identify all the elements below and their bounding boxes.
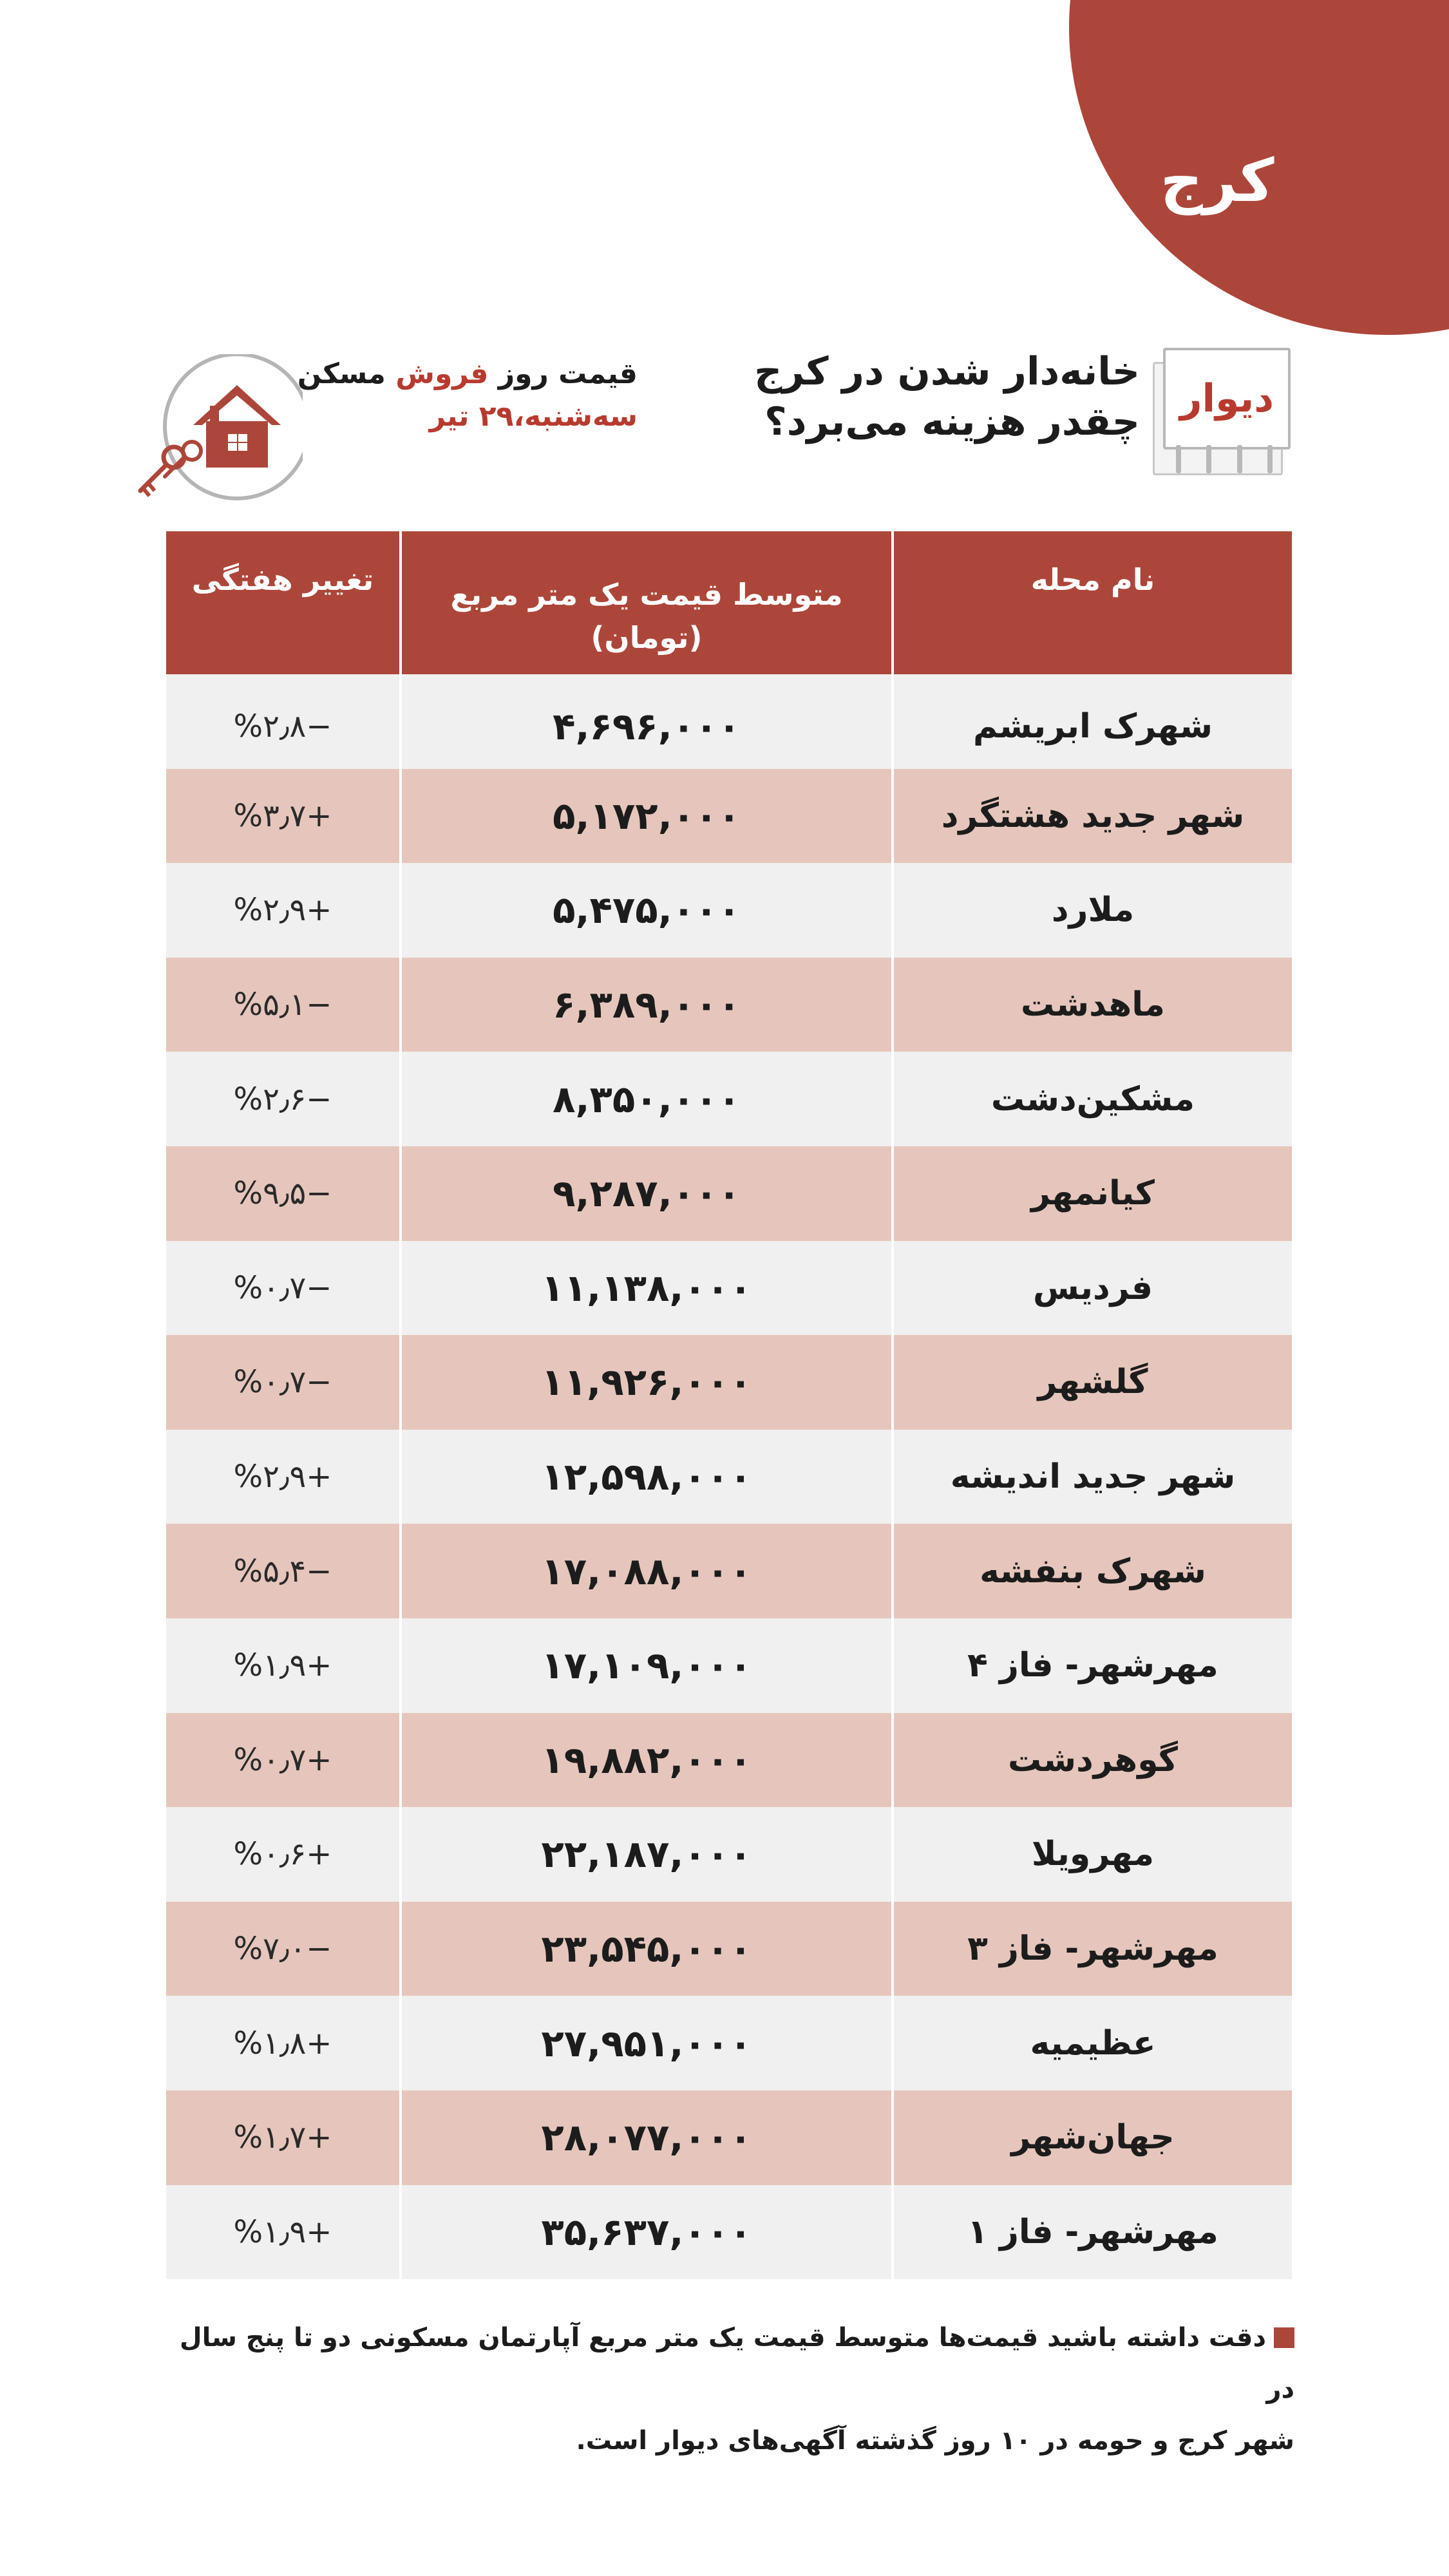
table-row (166, 958, 1292, 1052)
price-per-sqm: ۱۷,۱۰۹,۰۰۰ (399, 1618, 894, 1713)
neighborhood-name: مهرشهر- فاز ۴ (967, 1646, 1218, 1685)
weekly-change: −%۷٫۰ (233, 1931, 332, 1967)
table-row (166, 1430, 1292, 1524)
price-per-sqm: ۳۵,۶۳۷,۰۰۰ (399, 2185, 894, 2280)
table-row (166, 1052, 1292, 1146)
header-price-unit: (تومان) (591, 620, 703, 655)
weekly-change: +%۱٫۸ (233, 2025, 332, 2061)
price-per-sqm: ۹,۲۸۷,۰۰۰ (399, 1146, 894, 1241)
price-title-suffix: مسکن (297, 357, 386, 390)
table-row (166, 1713, 1292, 1808)
price-per-sqm: ۶,۳۸۹,۰۰۰ (399, 958, 894, 1052)
weekly-change: +%۱٫۹ (233, 2213, 332, 2250)
table-header (166, 531, 1292, 674)
table-row (166, 1618, 1292, 1713)
price-title-accent: فروش (395, 357, 489, 390)
headline (741, 346, 1140, 447)
table-row (166, 1807, 1292, 1902)
weekly-change: +%۱٫۷ (233, 2119, 332, 2156)
table-row (166, 1902, 1292, 1996)
weekly-change: −%۲٫۶ (233, 1081, 332, 1117)
price-per-sqm: ۱۲,۵۹۸,۰۰۰ (399, 1430, 894, 1524)
neighborhood-name: مهرویلا (1031, 1835, 1155, 1874)
neighborhood-name: عظیمیه (1030, 2023, 1156, 2063)
header-name: نام محله (1030, 562, 1155, 597)
table-row (166, 769, 1292, 864)
weekly-change: −%۹٫۵ (233, 1175, 332, 1212)
neighborhood-name: ملارد (1051, 891, 1135, 930)
city-label: کرج (1160, 146, 1274, 215)
headline-line-1: خانه‌دار شدن در کرج (754, 349, 1140, 394)
weekly-change: −%۵٫۴ (233, 1553, 332, 1589)
price-date: سه‌شنبه،۲۹ تیر (429, 400, 638, 433)
neighborhood-name: شهرک بنفشه (980, 1551, 1206, 1591)
table-row (166, 674, 1292, 769)
price-per-sqm: ۲۷,۹۵۱,۰۰۰ (399, 1996, 894, 2090)
weekly-change: +%۱٫۹ (233, 1647, 332, 1684)
neighborhood-name: مشکین‌دشت (990, 1079, 1195, 1119)
neighborhood-name: مهرشهر- فاز ۱ (967, 2212, 1218, 2251)
weekly-change: −%۰٫۷ (233, 1269, 332, 1306)
table-row (166, 2090, 1292, 2185)
table-row (166, 1241, 1292, 1336)
price-per-sqm: ۴,۶۹۶,۰۰۰ (399, 674, 894, 769)
table-row (166, 1146, 1292, 1241)
neighborhood-name: مهرشهر- فاز ۳ (967, 1929, 1218, 1969)
price-per-sqm: ۱۱,۱۳۸,۰۰۰ (399, 1241, 894, 1336)
table-row (166, 863, 1292, 958)
house-key-icon (129, 354, 303, 509)
header-price-label: متوسط قیمت یک متر مربع (450, 577, 843, 612)
price-per-sqm: ۲۲,۱۸۷,۰۰۰ (399, 1807, 894, 1902)
neighborhood-name: فردیس (1032, 1268, 1153, 1307)
weekly-change: +%۰٫۶ (233, 1836, 332, 1873)
footnote-bullet (1274, 2327, 1294, 2348)
weekly-change: +%۲٫۹ (233, 1459, 332, 1495)
price-per-sqm: ۸,۳۵۰,۰۰۰ (399, 1052, 894, 1146)
price-per-sqm: ۲۸,۰۷۷,۰۰۰ (399, 2090, 894, 2185)
weekly-change: +%۰٫۷ (233, 1741, 332, 1778)
price-per-sqm: ۱۷,۰۸۸,۰۰۰ (399, 1524, 894, 1618)
neighborhood-name: گلشهر (1037, 1363, 1148, 1402)
neighborhood-name: جهان‌شهر (1011, 2118, 1175, 2157)
header-price (399, 531, 894, 674)
price-per-sqm: ۱۹,۸۸۲,۰۰۰ (399, 1713, 894, 1808)
footnote (161, 2312, 1294, 2467)
table-row (166, 2185, 1292, 2280)
weekly-change: −%۰٫۷ (233, 1364, 332, 1401)
logo-text: دیوار (1163, 348, 1291, 450)
table-row (166, 1996, 1292, 2090)
neighborhood-name: ماهدشت (1021, 985, 1165, 1025)
neighborhood-name: شهرک ابریشم (972, 707, 1213, 746)
neighborhood-name: شهر جدید هشتگرد (941, 796, 1245, 835)
header-change: تغییر هفتگی (191, 562, 374, 597)
weekly-change: −%۵٫۱ (233, 987, 332, 1023)
weekly-change: +%۳٫۷ (233, 797, 332, 834)
price-per-sqm: ۲۳,۵۴۵,۰۰۰ (399, 1902, 894, 1996)
price-table (166, 531, 1292, 2279)
table-row (166, 1524, 1292, 1618)
price-per-sqm: ۵,۱۷۲,۰۰۰ (399, 769, 894, 864)
neighborhood-name: کیانمهر (1030, 1174, 1155, 1213)
footnote-line-2: شهر کرج و حومه در ۱۰ روز گذشته آگهی‌های دیوار است. (576, 2426, 1294, 2456)
neighborhood-name: شهر جدید اندیشه (950, 1457, 1236, 1497)
price-title-prefix: قیمت روز (498, 357, 638, 390)
price-per-sqm: ۱۱,۹۲۶,۰۰۰ (399, 1335, 894, 1430)
price-per-sqm: ۵,۴۷۵,۰۰۰ (399, 863, 894, 958)
weekly-change: −%۲٫۸ (233, 708, 332, 745)
divar-logo-icon (1153, 348, 1288, 473)
table-body (166, 674, 1292, 2279)
price-title (297, 353, 638, 438)
headline-line-2: چقدر هزینه می‌برد؟ (764, 399, 1140, 444)
table-row (166, 1335, 1292, 1430)
footnote-line-1: دقت داشته باشید قیمت‌ها متوسط قیمت یک متر مربع آپارتمان مسکونی دو تا پنج سال در (179, 2323, 1294, 2404)
weekly-change: +%۲٫۹ (233, 892, 332, 929)
neighborhood-name: گوهردشت (1007, 1740, 1179, 1779)
